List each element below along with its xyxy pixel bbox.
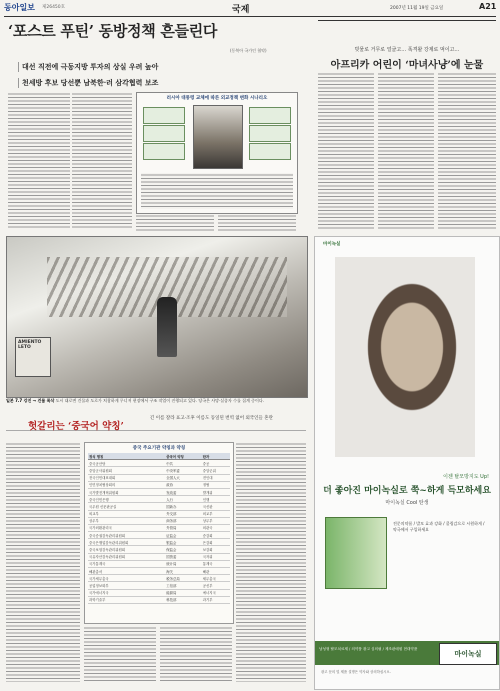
table-cell: 통계국: [202, 560, 230, 567]
ad-kicker: 이젠 탈모방지도 Up!: [443, 474, 489, 480]
table-cell: 银监会: [165, 539, 202, 546]
table-cell: 과기부: [202, 596, 230, 603]
table-row: [88, 481, 230, 488]
table-cell: 中共: [165, 460, 202, 467]
table-cell: 中央军委: [165, 467, 202, 474]
table-row: [88, 503, 230, 510]
table-cell: 전국인민대표대회: [88, 474, 165, 481]
ad-footer-text: 남성형 탈모치료제 / 의약품 광고 심의필 / 제조판매원 현대약품: [319, 647, 418, 651]
table-cell: 중앙군위: [202, 467, 230, 474]
right-article-headline: 아프리카 어린이 ‘마녀사냥’에 눈물: [330, 60, 484, 71]
table-row: [88, 532, 230, 539]
dateline: 2007년 11월 19일 금요일: [390, 6, 444, 11]
table-cell: 人行: [165, 496, 202, 503]
main-headline: ‘포스트 푸틴’ 동방정책 흔들린다: [8, 22, 218, 40]
table-cell: 工信部: [165, 582, 202, 589]
table-row: [88, 546, 230, 553]
table-cell: 은감회: [202, 539, 230, 546]
photo-sign: AMIENTO LETO: [15, 337, 51, 377]
header-rule: [4, 16, 496, 17]
main-body-column-4: [218, 214, 296, 232]
lower-body-column-4: [236, 442, 306, 682]
section-title: 국제: [232, 5, 250, 15]
table-cell: 발개위: [202, 488, 230, 495]
table-cell: 发改委: [165, 488, 202, 495]
main-body-column-2: [72, 92, 132, 230]
diagram-box: [143, 107, 185, 124]
right-article-column-1: [318, 72, 374, 230]
table-cell: 과학기술부: [88, 596, 165, 603]
table-cell: 外管局: [165, 524, 202, 531]
table-cell: 중국은행업감독관리위원회: [88, 539, 165, 546]
table-cell: 국가외환관리국: [88, 524, 165, 531]
main-byline: (동북아 국가인 협약): [230, 48, 267, 53]
lower-article-deck: 긴 이름 잘라 표고·조후 이름도 동일된 번역 없어 외국인들 혼란: [150, 416, 273, 421]
table-cell: 국가에너지국: [88, 589, 165, 596]
ad-logo: 마이녹실: [439, 643, 497, 665]
table-row: [88, 553, 230, 560]
policy-scenario-diagram: [136, 92, 298, 214]
table-cell: 국신판: [202, 503, 230, 510]
main-subheadline-2: 천세방 후보 당선뿐 남북한·러 삼각협력 보조: [18, 78, 158, 88]
ad-model-photo: [335, 257, 475, 457]
table-cell: 전인대: [202, 474, 230, 481]
lower-article-headline: 헛갈리는 ‘중국어 약칭’: [28, 421, 124, 432]
table-cell: 海关: [165, 568, 202, 575]
table-cell: 해관: [202, 568, 230, 575]
table-cell: 국가세무총국: [88, 575, 165, 582]
lower-body-column-1: [6, 442, 80, 682]
diagram-box: [143, 143, 185, 160]
table-row: [88, 524, 230, 531]
news-photo: [6, 236, 308, 398]
diagram-box: [249, 107, 291, 124]
product-box-image: [325, 517, 387, 589]
portrait-photo: [193, 105, 243, 169]
table-cell: 统计局: [165, 560, 202, 567]
table-row: [88, 568, 230, 575]
table-cell: 에너지국: [202, 589, 230, 596]
table-cell: 상무부: [202, 517, 230, 524]
table-cell: 중국증권감독관리위원회: [88, 532, 165, 539]
table-cell: 증감회: [202, 532, 230, 539]
photo-caption: [6, 398, 306, 403]
ad-details: 전문의약품 / 발모 효과 강화 / 쿨링감으로 시원하게 / 약국에서 구입하세요: [393, 521, 485, 532]
diagram-box: [249, 125, 291, 142]
table-cell: 국가통계국: [88, 560, 165, 567]
table-row: [88, 496, 230, 503]
table-cell: 중국보험감독관리위원회: [88, 546, 165, 553]
table-cell: 중공: [202, 460, 230, 467]
table-cell: 인민정치협상회의: [88, 481, 165, 488]
table-row: [88, 488, 230, 495]
table-cell: 能源局: [165, 589, 202, 596]
main-body-column-3: [136, 214, 214, 232]
ad-product-line: 마이녹실 Cool 탄생: [385, 500, 429, 506]
table-cell: 국자위: [202, 553, 230, 560]
table-cell: 외관국: [202, 524, 230, 531]
table-cell: 保监会: [165, 546, 202, 553]
table-cell: 보감회: [202, 546, 230, 553]
table-row: [88, 517, 230, 524]
table-row: [88, 596, 230, 603]
lower-body-column-2: [84, 626, 156, 682]
table-cell: 세무총국: [202, 575, 230, 582]
table-cell: 국유자산감독관리위원회: [88, 553, 165, 560]
table-cell: 科技部: [165, 596, 202, 603]
table-row: [88, 582, 230, 589]
table-cell: 국무원 신문판공실: [88, 503, 165, 510]
table-cell: 중앙군사위원회: [88, 467, 165, 474]
main-body-column-1: [8, 92, 70, 230]
right-column-rule: [318, 20, 496, 21]
advertisement: [314, 236, 500, 690]
table-row: [88, 560, 230, 567]
table-row: [88, 467, 230, 474]
table-cell: 외교부: [88, 510, 165, 517]
diagram-box: [143, 125, 185, 142]
table-cell: 政协: [165, 481, 202, 488]
table-row: [88, 575, 230, 582]
table-header: 정식 명칭: [88, 453, 165, 460]
newspaper-logo: 동아일보: [4, 2, 35, 12]
ad-brand: 마이녹실: [323, 242, 341, 247]
caption-body: 도시 대로변 건물과 도로가 처참하게 무너져 현장에서 구조 작업이 진행되고 있다. 당국은 사망·실종자 수를 집계 중이다.: [55, 398, 264, 403]
issue-number: 제26450호: [42, 5, 66, 10]
table-cell: 外交部: [165, 510, 202, 517]
table-cell: 중국인민은행: [88, 496, 165, 503]
diagram-title: 러시아 대통령 교체에 따른 외교정책 변화 시나리오: [166, 96, 268, 101]
diagram-notes: [141, 173, 293, 209]
caption-lead: 일본 7.7 강진 → 건물 폭삭: [6, 398, 55, 403]
table-row: [88, 474, 230, 481]
table-cell: 중국공산당: [88, 460, 165, 467]
table-header: 한자: [202, 453, 230, 460]
table-row: [88, 589, 230, 596]
table-row: [88, 460, 230, 467]
table-cell: 공신부: [202, 582, 230, 589]
table-cell: 정협: [202, 481, 230, 488]
table-row: [88, 539, 230, 546]
table-title: 중국 주요기관 약칭과 약칭: [132, 446, 186, 451]
table-header: 중국어 약칭: [165, 453, 202, 460]
ad-slogan: 더 좋아진 마이녹실로 쭉~하게 득모하세요: [323, 486, 491, 496]
table-cell: 全国人大: [165, 474, 202, 481]
abbreviation-table-grid: [88, 453, 230, 604]
main-subheadline-1: 대선 직전에 극동지방 투자의 상실 우려 높아: [18, 62, 158, 72]
page-number: A21: [479, 2, 497, 11]
table-cell: 외교부: [202, 510, 230, 517]
table-cell: 해관총서: [88, 568, 165, 575]
ad-notice: 광고 문의 및 제품 설명은 약사와 상의하십시오.: [321, 670, 391, 674]
lower-body-column-3: [160, 626, 232, 682]
table-cell: 国资委: [165, 553, 202, 560]
table-cell: 商务部: [165, 517, 202, 524]
table-row: [88, 510, 230, 517]
photo-person: [157, 297, 177, 357]
right-article-column-2: [378, 72, 434, 230]
table-cell: 공업정보화부: [88, 582, 165, 589]
table-cell: 税务总局: [165, 575, 202, 582]
table-cell: 国新办: [165, 503, 202, 510]
right-article-column-3: [438, 72, 496, 230]
table-cell: 证监会: [165, 532, 202, 539]
right-article-kicker: 빗물로 거무로 얼굴고… 폭격왈 강제로 먹이고…: [354, 47, 460, 53]
table-cell: 상무부: [88, 517, 165, 524]
abbreviation-table: [84, 442, 234, 624]
masthead: [4, 2, 496, 16]
table-cell: 국가발전개혁위원회: [88, 488, 165, 495]
diagram-box: [249, 143, 291, 160]
table-cell: 인행: [202, 496, 230, 503]
